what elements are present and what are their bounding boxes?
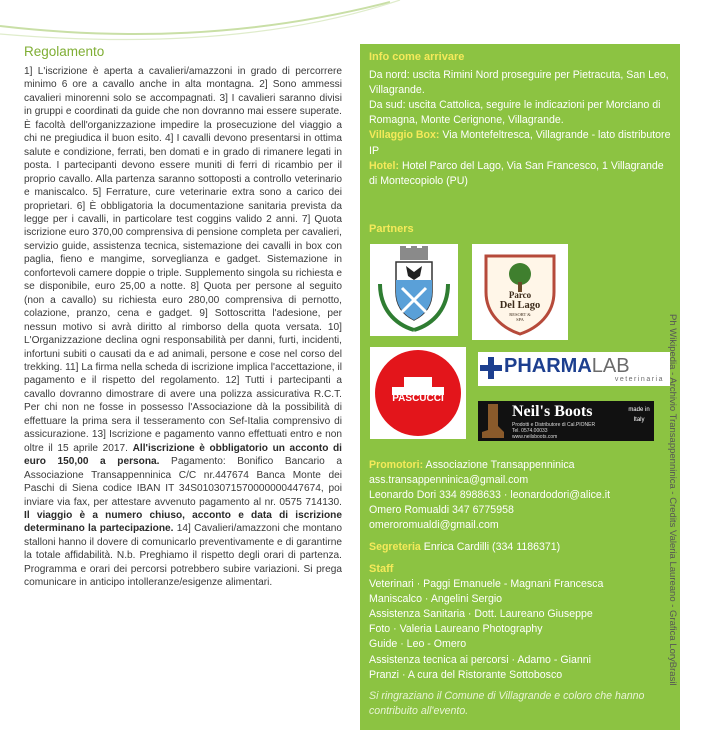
parco-del-lago-logo xyxy=(472,244,568,340)
promotori-leonardo: Leonardo Dori 334 8988633 · leonardodori@alice.it xyxy=(369,489,611,502)
rules-part: 1] L'iscrizione è aperta a cavalieri/amazzoni in grado di percorrere minimo 6 ore a cavallo anche in alta montagna. 2] Sono ammessi cavalieri minorenni solo se accompagnati. 3] I cavalieri saranno divisi in gruppi e coordinati da guide che non dovranno mai essere superate. È facoltà dell'organizzazione impedire la prosecuzione del viaggio a chi ne pregiudica il buon esito. 4] I cavalli devono presentarsi in ottima salute e condizione, ferrati, ben domati e in grado di rimanere legati in posta. I partecipanti devono essere muniti di ferri di ricambio per il proprio cavallo. Alla partenza saranno sottoposti a controllo veterinario e maniscalco. 5] Ferrature, cure veterinarie extra sono a carico dei proprietari. 6] È obbligatoria la documentazione sanitaria prevista da legge per i cavalli, in particolare test coggins valido 2 anni. 7] Quota iscrizione euro 370,00 comprensiva di pensione completa per cavalieri, servizio guide, assistenza tecnica, sistemazione dei cavalli in box con paglia, fieno e mangime, sorveglianza e gadget. Sistemazione in confortevoli camere doppie o triple. Supplemento singola su richiesta e se disponibile, euro 25,00 a notte. 8] Quota per persone al seguito (non a cavallo) su richiesta euro 280,00 comprensiva di pernotto, colazione, pranzo, cena e gadget. 9] Sottoscritta l'adesione, per nessun motivo si avrà diritto al rimborso della quota versata. 10] L'Organizzazione declina ogni responsabilità per danni, furti, incidenti, infortuni subiti o causati da e ad animali, persone e cose nel corso del trekking. 11] La firma nella scheda di iscrizione implica l'accettazione, il pagamento e il rispetto del regolamento. 12] Tutti i partecipanti a cavallo dovranno dimostrare di avere una polizza assicurativa R.C.T. Per chi non ne fosse in possesso l'Associazione dà la possibilità di effettuare la prima sera il tesseramento con Sef-Italia comprensivo di assicurazione. 13] Iscrizione e pagamento vanno effettuati entro e non oltre il 15 aprile 2017. xyxy=(24,66,342,454)
segreteria-section xyxy=(369,540,673,555)
staff-line: Pranzi · A cura del Ristorante Sottobosco xyxy=(369,668,563,681)
thanks-note: Si ringraziano il Comune di Villagrande e coloro che hanno contribuito all'evento. xyxy=(369,689,645,717)
partners-title: Partners xyxy=(369,223,414,235)
hotel-text: Hotel Parco del Lago, Via San Francesco, 1 Villagrande di Montecopiolo (PU) xyxy=(369,159,664,187)
staff-section xyxy=(369,562,673,719)
neils-name: Neil's Boots xyxy=(512,403,593,420)
decorative-swoosh xyxy=(0,0,709,44)
rules-text xyxy=(24,65,342,590)
promotori-text: Associazione Transappenninica xyxy=(423,459,575,471)
pascucci-logo xyxy=(370,347,466,439)
neils-tel: Tel. 0574.00033 xyxy=(512,428,548,434)
villaggio-box xyxy=(369,128,673,158)
hotel-label: Hotel: xyxy=(369,159,400,172)
promotori-label: Promotori: xyxy=(369,459,424,471)
promotori-omero-email: omeroromualdi@gmail.com xyxy=(369,519,499,532)
boot-icon xyxy=(482,404,506,438)
photo-credits: Ph Wikipedia - Archivio Transappenninica - Credits Valeria Laureano - Grafica LoryBrasil xyxy=(667,314,678,686)
comune-coat-of-arms-logo xyxy=(370,244,458,336)
parco-name-2: Del Lago xyxy=(499,300,541,311)
partners-title-wrap xyxy=(369,222,673,237)
rules-part: 14] Cavalieri/amazzoni che montano stalloni hanno il dovere di comunicarlo preventivamente e di garantirne la totale affidabilità. N.b. Preghiamo il rispetto degli orari di partenza. Programma e orari dei percorsi potrebbero subire variazioni. Si prega comunicare in anticipo intolleranze/esigenze alimentari. xyxy=(24,523,342,589)
directions-north: Da nord: uscita Rimini Nord proseguire per Pietracuta, San Leo, Villagrande. xyxy=(369,69,669,97)
pharma-name: PHARMA xyxy=(504,355,592,377)
villaggio-box-text: Via Montefeltresca, Villagrande - lato distributore IP xyxy=(369,129,671,157)
neils-web: www.neilsboots.com xyxy=(512,434,558,440)
info-section xyxy=(369,50,673,189)
staff-line: Veterinari · Paggi Emanuele - Magnani Francesca xyxy=(369,578,604,591)
villaggio-box-label: Villaggio Box: xyxy=(369,129,440,142)
info-panel xyxy=(360,44,680,730)
staff-line: Maniscalco · Angelini Sergio xyxy=(369,593,503,606)
rules-section xyxy=(24,44,342,590)
promotori-omero: Omero Romualdi 347 6775958 xyxy=(369,504,514,517)
directions-south: Da sud: uscita Cattolica, seguire le indicazioni per Morciano di Romagna, Monte Cerignone, Villagrande. xyxy=(369,99,661,127)
segreteria-label: Segreteria xyxy=(369,541,421,553)
pascucci-name: PASCUCCI xyxy=(392,393,444,404)
pharma-cross-icon xyxy=(480,357,502,379)
rules-bold-deposit: All'iscrizione è obbligatorio un acconto di euro 150,00 a persona. xyxy=(24,442,342,468)
staff-title: Staff xyxy=(369,563,394,575)
coat-of-arms-icon xyxy=(370,244,458,336)
pharmalab-logo xyxy=(478,352,670,386)
promotori-email: ass.transappenninica@gmail.com xyxy=(369,474,529,487)
parco-name-3: RESORT & SPA xyxy=(509,312,531,322)
pharma-sub: veterinaria xyxy=(614,376,664,383)
rules-bold-closed-number: Il viaggio è a numero chiuso, acconto e data di iscrizione determinano la partecipazione. xyxy=(24,509,342,535)
segreteria-text: Enrica Cardilli (334 1186371) xyxy=(420,541,561,553)
info-title: Info come arrivare xyxy=(369,51,465,63)
neils-sub: Prodotti e Distributore di Cal.PIONER xyxy=(512,422,596,428)
rules-part: Pagamento: Bonifico Bancario a Associazione Transappenninica C/C nr.447674 Banca Monte dei Paschi di Siena codice IBAN IT 34S0103071570000000447674, poi inviare via fax, per attestare avvenuto pagamento al nr. 0575 714130. xyxy=(24,456,343,508)
promotori-section xyxy=(369,458,673,533)
lab-name: LAB xyxy=(591,355,630,377)
staff-line: Foto · Valeria Laureano Photography xyxy=(369,623,543,636)
rules-title: Regolamento xyxy=(24,44,105,59)
staff-line: Assistenza tecnica ai percorsi · Adamo - Gianni xyxy=(369,653,591,666)
neils-side: made in Italy xyxy=(628,407,650,423)
parco-name-1: Parco xyxy=(508,290,532,300)
staff-line: Guide · Leo - Omero xyxy=(369,638,467,651)
neils-boots-logo xyxy=(478,401,654,441)
hotel-info xyxy=(369,159,673,189)
staff-line: Assistenza Sanitaria · Dott. Laureano Giuseppe xyxy=(369,608,593,621)
